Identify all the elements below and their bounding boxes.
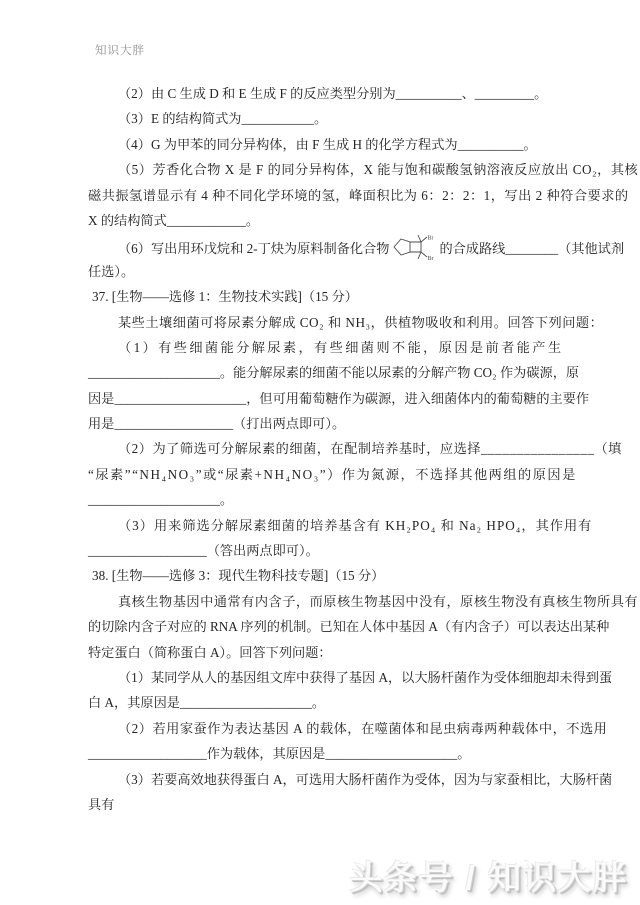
text-line-with-structure [88, 233, 625, 262]
text-line: （2）为了筛选可分解尿素的细菌，在配制培养基时，应选择________________（填 [118, 441, 622, 457]
text-line: （2）由 C 生成 D 和 E 生成 F 的反应类型分别为__________、_________。 [118, 86, 548, 101]
question-37-heading: 37. [生物——选修 1：生物技术实践]（15 分） [92, 289, 358, 305]
top-watermark: 知识大胖 [95, 45, 145, 57]
text-line: （3）用来筛选分解尿素细菌的培养基含有 KH₂PO₄ 和 Na₂ HPO₄，其作用有 [118, 517, 593, 533]
text-line: 磁共振氢谱显示有 4 种不同化学环境的氢，峰面积比为 6：2：2：1，写出 2 种符合要求的 [88, 187, 629, 203]
text-line: 具有 [88, 796, 115, 812]
text-line: （1）某同学从人的基因组文库中获得了基因 A，以大肠杆菌作为受体细胞却未得到蛋 [118, 669, 613, 685]
text-line: 因是____________________，但可用葡萄糖作为碳源，进入细菌体内的葡萄糖的主要作 [88, 390, 590, 406]
text-line: __________________作为载体，其原因是____________________。 [88, 746, 471, 762]
text-line: “尿素”“NH₄NO₃”或“尿素+NH₄NO₃”）作为氮源，不选择其他两组的原因是 [88, 466, 577, 482]
compound-structure-image [391, 233, 437, 261]
text-line: __________________（答出两点即可）。 [88, 543, 319, 559]
br-label-bottom: Br [427, 256, 434, 262]
br-label-top: Br [427, 235, 434, 242]
question-38-heading: 38. [生物——选修 3：现代生物科技专题]（15 分） [92, 568, 385, 584]
text-line: （2）若用家蚕作为表达基因 A 的载体，在噬菌体和昆虫病毒两种载体中，不选用 [118, 720, 608, 736]
text-line: 用是__________________（打出两点即可）。 [88, 416, 346, 432]
text-segment: （6）写出用环戊烷和 2-丁炔为原料制备化合物 [118, 241, 390, 257]
text-line: 真核生物基因中通常有内含子，而原核生物基因中没有，原核生物没有真核生物所具有 [118, 593, 639, 609]
text-line: （3）E 的结构简式为___________。 [118, 111, 328, 127]
text-line: （4）G 为甲苯的同分异构体，由 F 生成 H 的化学方程式为__________。 [118, 136, 537, 152]
text-line: 特定蛋白（简称蛋白 A）。回答下列问题： [88, 644, 332, 660]
document-body [88, 81, 639, 817]
text-line: ____________________。能分解尿素的细菌不能以尿素的分解产物 CO₂ 作为碳源，原 [88, 365, 580, 381]
text-segment: 的合成路线________（其他试剂 [439, 241, 625, 257]
text-line: X 的结构简式____________。 [88, 212, 260, 228]
watermark-banner: 头条号 / 知识大胖 [349, 859, 628, 896]
text-line: ____________________。 [88, 492, 234, 508]
text-line: （3）若要高效地获得蛋白 A，可选用大肠杆菌作为受体，因为与家蚕相比，大肠杆菌 [118, 771, 613, 787]
text-line: （1）有些细菌能分解尿素，有些细菌则不能，原因是前者能产生 [118, 339, 564, 355]
text-line: 任选）。 [88, 263, 135, 279]
text-line: （5）芳香化合物 X 是 F 的同分异构体，X 能与饱和碳酸氢钠溶液反应放出 CO₂，其核 [118, 162, 639, 178]
text-line: 某些土壤细菌可将尿素分解成 CO₂ 和 NH₃，供植物吸收和利用。回答下列问题： [118, 314, 604, 330]
text-line: 白 A，其原因是____________________。 [88, 695, 326, 711]
text-line: 的切除内含子对应的 RNA 序列的机制。已知在人体中基因 A（有内含子）可以表达出某种 [88, 619, 610, 635]
